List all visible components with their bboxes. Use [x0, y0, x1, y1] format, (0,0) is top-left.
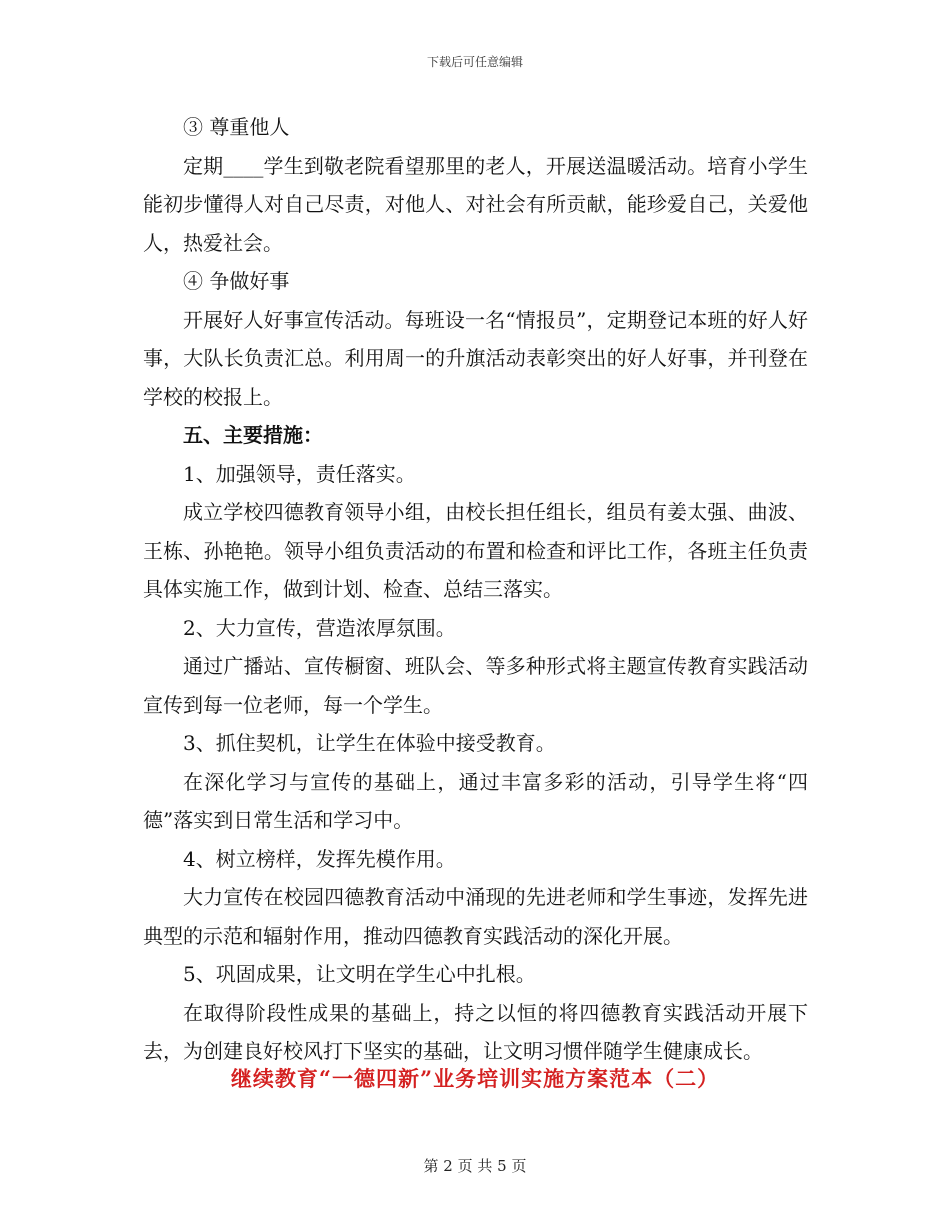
measure-5-body: 在取得阶段性成果的基础上，持之以恒的将四德教育实践活动开展下去，为创建良好校风打下坚实的基础，让文明习惯伴随学生健康成长。	[143, 1000, 808, 1063]
document-title: 继续教育“一德四新”业务培训实施方案范本（二）	[230, 1066, 720, 1091]
measure-2-body: 通过广播站、宣传橱窗、班队会、等多种形式将主题宣传教育实践活动宣传到每一位老师，每一个学生。	[143, 654, 808, 717]
paragraph-respect-others-heading: ③ 尊重他人	[183, 115, 290, 139]
measure-4-heading: 4、树立榜样，发挥先模作用。	[183, 846, 456, 871]
measure-3-heading: 3、抓住契机，让学生在体验中接受教育。	[183, 731, 556, 755]
section-heading-main-measures: 五、主要措施：	[183, 423, 323, 447]
paragraph-good-deeds-heading: ④ 争做好事	[183, 269, 290, 293]
paragraph-good-deeds-body: 开展好人好事宣传活动。每班设一名“情报员”，定期登记本班的好人好事，大队长负责汇总。利用周一的升旗活动表彰突出的好人好事，并刊登在学校的校报上。	[143, 307, 808, 409]
measure-1-heading: 1、加强领导，责任落实。	[183, 461, 416, 486]
measure-5-heading: 5、巩固成果，让文明在学生心中扎根。	[183, 962, 536, 986]
paragraph-respect-others-body: 定期____学生到敬老院看望那里的老人，开展送温暖活动。培育小学生能初步懂得人对自己尽责，对他人、对社会有所贡献，能珍爱自己，关爱他人，热爱社会。	[143, 153, 808, 255]
document-body	[143, 108, 808, 1071]
measure-1-body: 成立学校四德教育领导小组，由校长担任组长，组员有姜太强、曲波、王栋、孙艳艳。领导小组负责活动的布置和检查和评比工作，各班主任负责具体实施工作，做到计划、检查、总结三落实。	[143, 500, 808, 601]
measure-2-heading: 2、大力宣传，营造浓厚氛围。	[183, 615, 456, 640]
page-header: 下载后可任意编辑	[426, 55, 523, 69]
page-footer: 第 2 页 共 5 页	[423, 1157, 527, 1175]
measure-4-body: 大力宣传在校园四德教育活动中涌现的先进老师和学生事迹，发挥先进典型的示范和辐射作用，推动四德教育实践活动的深化开展。	[143, 885, 808, 948]
measure-3-body: 在深化学习与宣传的基础上，通过丰富多彩的活动，引导学生将“四德”落实到日常生活和学习中。	[143, 769, 808, 832]
